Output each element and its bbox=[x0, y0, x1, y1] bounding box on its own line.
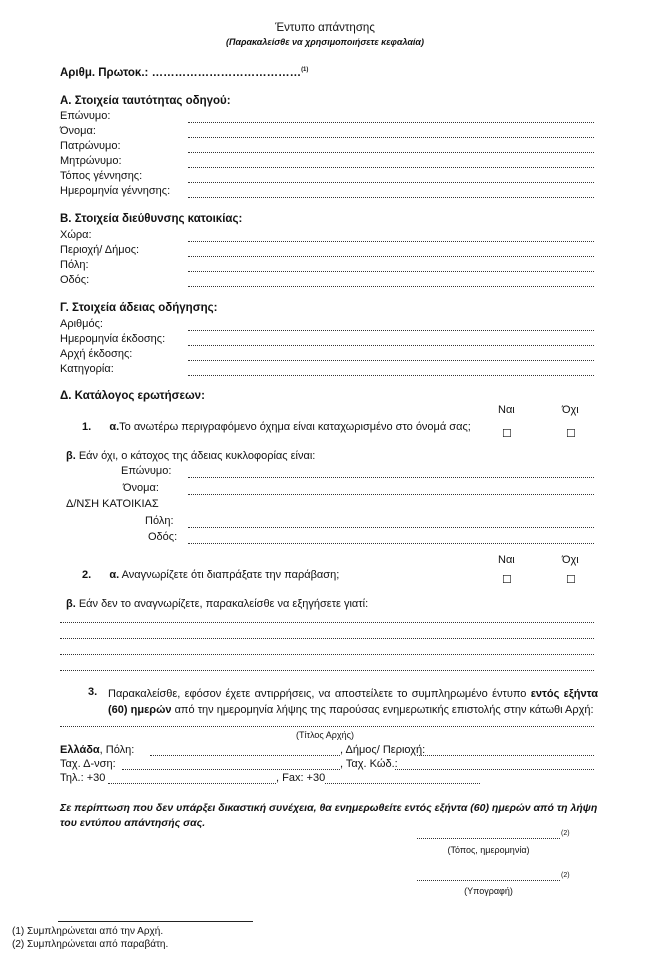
form-title: Έντυπο απάντησης bbox=[275, 22, 375, 34]
question-2a-no-checkbox[interactable]: ☐ bbox=[566, 574, 576, 586]
field-surname-label: Επώνυμο: bbox=[60, 110, 111, 122]
question-3-text bbox=[108, 686, 598, 718]
question-1a-yes-checkbox[interactable]: ☐ bbox=[502, 428, 512, 440]
owner-address-heading: Δ/ΝΣΗ ΚΑΤΟΙΚΙΑΣ bbox=[66, 498, 159, 510]
question-2b bbox=[66, 598, 368, 610]
field-name-line[interactable] bbox=[188, 137, 594, 138]
field-city-line[interactable] bbox=[188, 271, 594, 272]
question-1-number: 1. bbox=[82, 421, 92, 433]
question-1b bbox=[66, 450, 315, 462]
authority-title-line[interactable] bbox=[60, 726, 594, 727]
field-license-number-line[interactable] bbox=[188, 330, 594, 331]
owner-street-label: Οδός: bbox=[148, 531, 178, 543]
field-mother-name-label: Μητρώνυμο: bbox=[60, 155, 122, 167]
authority-postal-box-line[interactable] bbox=[122, 769, 340, 770]
yes-header-2: Ναι bbox=[498, 554, 515, 566]
no-header-1: Όχι bbox=[562, 404, 579, 416]
question-1a-text: Το ανωτέρω περιγραφόμενο όχημα είναι καταχωρισμένο στο όνομά σας; bbox=[119, 421, 471, 433]
authority-fax-line[interactable] bbox=[325, 783, 480, 784]
footnote-separator bbox=[58, 921, 253, 922]
authority-phone-label: Τηλ.: +30 bbox=[60, 772, 106, 784]
question-2a-letter: α. bbox=[109, 569, 120, 581]
protocol-number-row bbox=[60, 67, 308, 79]
authority-phone-line[interactable] bbox=[108, 783, 276, 784]
field-surname-line[interactable] bbox=[188, 122, 594, 123]
field-country-label: Χώρα: bbox=[60, 229, 92, 241]
question-2a bbox=[82, 569, 339, 581]
signature-line[interactable] bbox=[417, 880, 560, 881]
question-1b-letter: β. bbox=[66, 450, 76, 462]
question-2a-text: Αναγνωρίζετε ότι διαπράξατε την παράβαση; bbox=[121, 569, 340, 581]
authority-city-line[interactable] bbox=[150, 755, 340, 756]
question-2a-yes-checkbox[interactable]: ☐ bbox=[502, 574, 512, 586]
authority-municipality-line[interactable] bbox=[417, 755, 594, 756]
owner-city-line[interactable] bbox=[188, 527, 594, 528]
signature-caption: (Υπογραφή) bbox=[464, 886, 513, 896]
field-issue-date-label: Ημερομηνία έκδοσης: bbox=[60, 333, 166, 345]
question-3-number: 3. bbox=[88, 686, 98, 698]
question-3-text-before: Παρακαλείσθε, εφόσον έχετε αντιρρήσεις, να αποστείλετε το συμπληρωμένο έντυπο bbox=[108, 688, 531, 700]
footnote-1: (1) Συμπληρώνεται από την Αρχή. bbox=[12, 926, 164, 937]
field-father-name-line[interactable] bbox=[188, 152, 594, 153]
field-category-line[interactable] bbox=[188, 375, 594, 376]
judicial-follow-up-note: Σε περίπτωση που δεν υπάρξει δικαστική συνέχεια, θα ενημερωθείτε εντός εξήντα (60) ημερών από τη λήψη του εντύπου απάντησής σας. bbox=[60, 802, 598, 829]
field-area-label: Περιοχή/ Δήμος: bbox=[60, 244, 140, 256]
field-issuing-authority-line[interactable] bbox=[188, 360, 594, 361]
field-issue-date-line[interactable] bbox=[188, 345, 594, 346]
owner-street-line[interactable] bbox=[188, 543, 594, 544]
question-3-deadline: εντός εξήντα (60) ημερών bbox=[108, 688, 598, 716]
section-c-title: Γ. Στοιχεία άδειας οδήγησης: bbox=[60, 302, 218, 314]
authority-city-label: , Πόλη: bbox=[99, 744, 135, 756]
explanation-line-3[interactable] bbox=[60, 654, 594, 655]
yes-header-1: Ναι bbox=[498, 404, 515, 416]
no-header-2: Όχι bbox=[562, 554, 579, 566]
question-3-text-after: από την ημερομηνία λήψης της παρούσας ενημερωτικής επιστολής στην κάτωθι Αρχή: bbox=[171, 704, 594, 716]
field-category-label: Κατηγορία: bbox=[60, 363, 114, 375]
field-birthdate-label: Ημερομηνία γέννησης: bbox=[60, 185, 171, 197]
field-area-line[interactable] bbox=[188, 256, 594, 257]
authority-postal-code-line[interactable] bbox=[395, 769, 594, 770]
authority-title-caption: (Τίτλος Αρχής) bbox=[296, 730, 354, 740]
field-street-label: Οδός: bbox=[60, 274, 90, 286]
authority-fax-label: , Fax: +30 bbox=[276, 772, 326, 784]
protocol-footnote-ref: (1) bbox=[301, 67, 309, 74]
signature-footnote-ref: (2) bbox=[561, 872, 570, 879]
section-d-title: Δ. Κατάλογος ερωτήσεων: bbox=[60, 390, 205, 402]
authority-municipality-label: , Δήμος/ Περιοχή: bbox=[340, 744, 426, 756]
field-license-number-label: Αριθμός: bbox=[60, 318, 103, 330]
place-date-caption: (Τόπος, ημερομηνία) bbox=[447, 845, 530, 855]
owner-name-label: Όνομα: bbox=[123, 482, 159, 494]
explanation-line-4[interactable] bbox=[60, 670, 594, 671]
authority-country-row bbox=[60, 744, 134, 756]
question-2b-letter: β. bbox=[66, 598, 76, 610]
footnote-2: (2) Συμπληρώνεται από παραβάτη. bbox=[12, 939, 169, 950]
explanation-line-2[interactable] bbox=[60, 638, 594, 639]
field-birthdate-line[interactable] bbox=[188, 197, 594, 198]
field-city-label: Πόλη: bbox=[60, 259, 89, 271]
question-2-number: 2. bbox=[82, 569, 92, 581]
field-name-label: Όνομα: bbox=[60, 125, 96, 137]
question-1a bbox=[82, 421, 471, 433]
form-subtitle: (Παρακαλείσθε να χρησιμοποιήσετε κεφαλαία) bbox=[225, 37, 424, 47]
field-country-line[interactable] bbox=[188, 241, 594, 242]
field-street-line[interactable] bbox=[188, 286, 594, 287]
authority-postal-box-label: Ταχ. Δ-νση: bbox=[60, 758, 116, 770]
owner-name-line[interactable] bbox=[188, 494, 594, 495]
field-father-name-label: Πατρώνυμο: bbox=[60, 140, 121, 152]
protocol-dots: ………………………………… bbox=[151, 67, 302, 79]
owner-surname-line[interactable] bbox=[188, 477, 594, 478]
field-issuing-authority-label: Αρχή έκδοσης: bbox=[60, 348, 133, 360]
field-mother-name-line[interactable] bbox=[188, 167, 594, 168]
question-1b-text: Εάν όχι, ο κάτοχος της άδειας κυκλοφορίας είναι: bbox=[78, 450, 316, 462]
authority-country: Ελλάδα bbox=[60, 744, 100, 756]
owner-city-label: Πόλη: bbox=[145, 515, 174, 527]
authority-postal-code-label: , Ταχ. Κώδ.: bbox=[340, 758, 398, 770]
explanation-line-1[interactable] bbox=[60, 622, 594, 623]
section-a-title: Α. Στοιχεία ταυτότητας οδηγού: bbox=[60, 95, 231, 107]
owner-surname-label: Επώνυμο: bbox=[121, 465, 172, 477]
place-date-footnote-ref: (2) bbox=[561, 830, 570, 837]
protocol-label: Αριθμ. Πρωτοκ.: bbox=[60, 67, 149, 79]
place-date-line[interactable] bbox=[417, 838, 560, 839]
question-2b-text: Εάν δεν το αναγνωρίζετε, παρακαλείσθε να εξηγήσετε γιατί: bbox=[78, 598, 369, 610]
field-birthplace-label: Τόπος γέννησης: bbox=[60, 170, 143, 182]
question-1a-letter: α. bbox=[109, 421, 120, 433]
section-b-title: Β. Στοιχεία διεύθυνσης κατοικίας: bbox=[60, 213, 243, 225]
question-1a-no-checkbox[interactable]: ☐ bbox=[566, 428, 576, 440]
field-birthplace-line[interactable] bbox=[188, 182, 594, 183]
